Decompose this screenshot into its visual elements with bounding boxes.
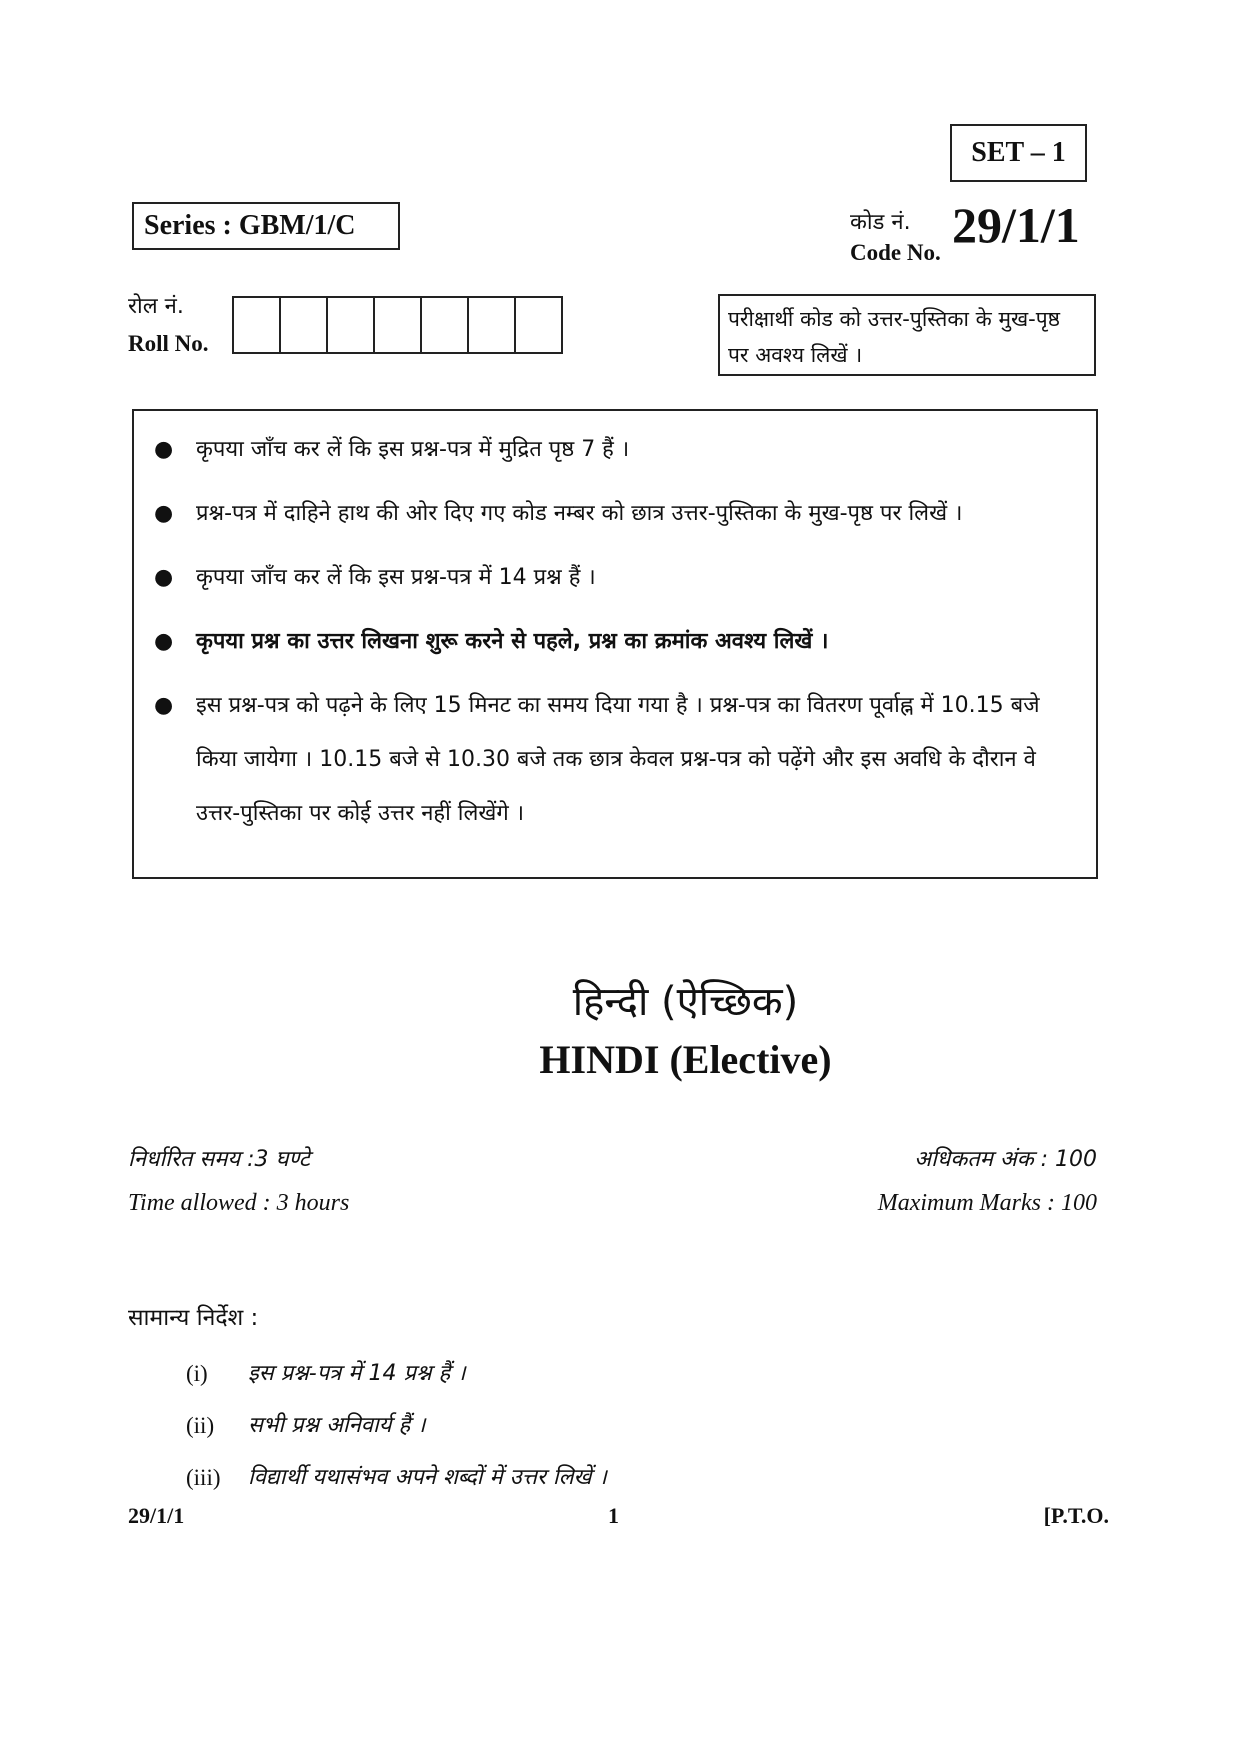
instruction-item (154, 615, 1074, 669)
footer-page-number: 1 (608, 1503, 619, 1528)
roll-number-cell[interactable] (422, 296, 469, 352)
roll-number-cell[interactable] (375, 296, 422, 352)
instructions-box (132, 409, 1098, 879)
bullet-icon: ● (154, 693, 174, 718)
code-number: 29/1/1 (952, 197, 1080, 253)
instruction-item (154, 423, 1074, 477)
general-instruction-item (186, 1400, 607, 1452)
footer-code: 29/1/1 (128, 1503, 185, 1528)
bullet-icon: ● (154, 437, 174, 462)
instruction-item (154, 679, 1074, 841)
general-instruction-item (186, 1452, 607, 1504)
max-marks-english: Maximum Marks : 100 (877, 1190, 1097, 1216)
set-label: SET – 1 (971, 137, 1066, 168)
bullet-icon: ● (154, 629, 174, 654)
code-label-hindi: कोड नं. (850, 210, 911, 235)
roll-number-cell[interactable] (234, 296, 281, 352)
instruction-item (154, 551, 1074, 605)
general-instruction-item (186, 1348, 607, 1400)
bullet-icon: ● (154, 501, 174, 526)
instruction-text: इस प्रश्न-पत्र को पढ़ने के लिए 15 मिनट का समय दिया गया है । प्रश्न-पत्र का वितरण पूर्वाह्न में 10.15 बजे किया जायेगा । 10.15 बजे से 10.30 बजे तक छात्र केवल प्रश्न-पत्र को पढ़ेंगे और इस अवधि के दौरान वे उत्तर-पुस्तिका पर कोई उत्तर नहीं लिखेंगे । (196, 693, 1040, 826)
general-instruction-text: इस प्रश्न-पत्र में 14 प्रश्न हैं । (248, 1361, 466, 1386)
subject-title-english: HINDI (Elective) (539, 1037, 832, 1082)
general-instruction-text: सभी प्रश्न अनिवार्य हैं । (248, 1413, 426, 1438)
general-instruction-number: (ii) (186, 1413, 215, 1438)
code-label-english: Code No. (850, 240, 941, 265)
roll-number-cell[interactable] (328, 296, 375, 352)
candidate-note-box (718, 294, 1096, 376)
max-marks-hindi: अधिकतम अंक : 100 (914, 1147, 1097, 1172)
general-instruction-number: (i) (186, 1361, 208, 1386)
instruction-item (154, 487, 1074, 541)
instruction-text: कृपया जाँच कर लें कि इस प्रश्न-पत्र में 14 प्रश्न हैं । (196, 565, 596, 590)
roll-label-hindi: रोल नं. (128, 294, 184, 319)
set-label-box (950, 124, 1087, 182)
roll-label-english: Roll No. (128, 331, 209, 356)
footer-pto: [P.T.O. (1043, 1503, 1109, 1528)
time-allowed-english: Time allowed : 3 hours (128, 1190, 350, 1216)
instruction-text: कृपया जाँच कर लें कि इस प्रश्न-पत्र में मुद्रित पृष्ठ 7 हैं । (196, 437, 630, 462)
instruction-text: प्रश्न-पत्र में दाहिने हाथ की ओर दिए गए कोड नम्बर को छात्र उत्तर-पुस्तिका के मुख-पृष्ठ पर लिखें । (196, 501, 963, 526)
roll-number-cell[interactable] (281, 296, 328, 352)
general-instruction-text: विद्यार्थी यथासंभव अपने शब्दों में उत्तर लिखें । (248, 1465, 607, 1490)
roll-number-grid[interactable] (232, 296, 563, 354)
roll-number-cell[interactable] (469, 296, 516, 352)
roll-number-cell[interactable] (516, 296, 563, 352)
bullet-icon: ● (154, 565, 174, 590)
general-instruction-number: (iii) (186, 1465, 221, 1490)
time-allowed-hindi: निर्धारित समय :3 घण्टे (128, 1147, 310, 1172)
general-instructions-title: सामान्य निर्देश : (128, 1305, 259, 1331)
general-instructions-list (186, 1348, 607, 1504)
candidate-note: परीक्षार्थी कोड को उत्तर-पुस्तिका के मुख-पृष्ठ पर अवश्य लिखें । (728, 307, 1061, 367)
series-box (132, 202, 400, 250)
series-label: Series : GBM/1/C (144, 210, 356, 241)
instruction-text: कृपया प्रश्न का उत्तर लिखना शुरू करने से पहले, प्रश्न का क्रमांक अवश्य लिखें । (196, 629, 829, 654)
instructions-list (154, 423, 1074, 851)
subject-title-hindi: हिन्दी (ऐच्छिक) (572, 979, 799, 1025)
